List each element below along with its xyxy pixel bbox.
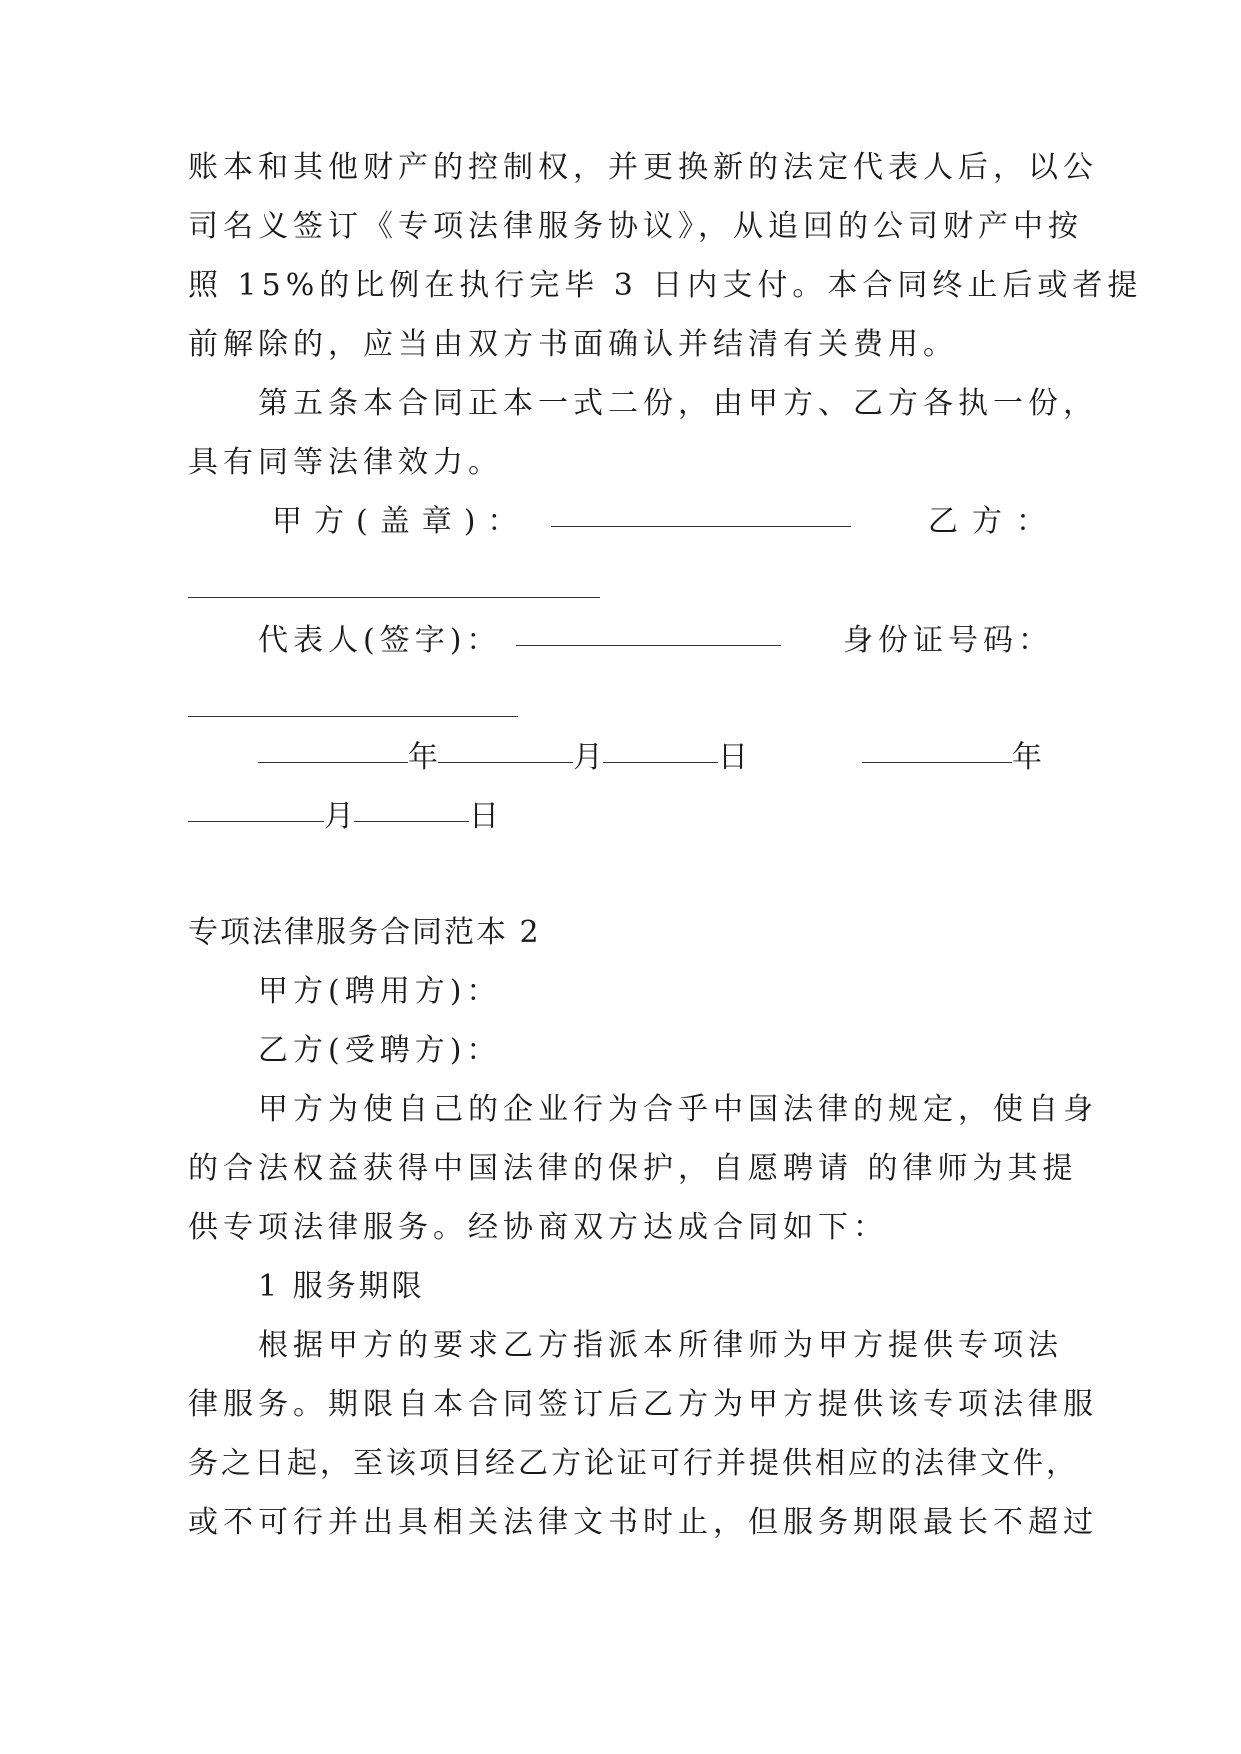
section-1-line: 务之日起，至该项目经乙方论证可行并提供相应的法律文件， — [188, 1446, 1079, 1481]
section-1-title: 1 服务期限 — [258, 1269, 425, 1304]
representative-sign-label: 代表人(签字)： — [258, 621, 781, 661]
day-blank — [603, 762, 718, 763]
id-number-blank — [188, 716, 518, 717]
intro-line: 的合法权益获得中国法律的保护，自愿聘请 的律师为其提 — [188, 1151, 1078, 1186]
article-5-line: 第五条本合同正本一式二份，由甲方、乙方各执一份， — [258, 386, 1098, 421]
date-line-party-b-year: 年 — [862, 738, 1042, 778]
party-a-seal-label: 甲方(盖章)： — [272, 502, 851, 542]
section-1-line: 根据甲方的要求乙方指派本所律师为甲方提供专项法 — [258, 1328, 1063, 1363]
month-blank — [188, 821, 324, 822]
date-line-party-b-month-day: 月 日 — [188, 797, 499, 837]
intro-line: 供专项法律服务。经协商双方达成合同如下： — [188, 1210, 888, 1245]
month-blank — [438, 762, 573, 763]
representative-sign-blank — [516, 645, 781, 646]
party-b-employee-label: 乙方(受聘方)： — [258, 1033, 502, 1068]
party-b-blank — [188, 597, 600, 598]
section-1-line: 或不可行并出具相关法律文书时止，但服务期限最长不超过 — [188, 1505, 1098, 1540]
section-1-line: 律服务。期限自本合同签订后乙方为甲方提供该专项法律服 — [188, 1387, 1098, 1422]
article-5-line: 具有同等法律效力。 — [188, 445, 503, 480]
paragraph-line: 照 15%的比例在执行完毕 3 日内支付。本合同终止后或者提 — [188, 268, 1143, 303]
id-number-label: 身份证号码： — [843, 623, 1053, 658]
party-a-seal-blank — [551, 526, 851, 527]
party-a-employer-label: 甲方(聘用方)： — [258, 974, 502, 1009]
paragraph-line: 账本和其他财产的控制权，并更换新的法定代表人后，以公 — [188, 150, 1098, 185]
contract-2-title: 专项法律服务合同范本 2 — [188, 915, 541, 950]
year-blank — [862, 762, 1012, 763]
paragraph-line: 司名义签订《专项法律服务协议》，从追回的公司财产中按 — [188, 209, 1083, 244]
year-blank — [258, 762, 408, 763]
party-b-label: 乙方： — [928, 504, 1060, 539]
paragraph-line: 前解除的，应当由双方书面确认并结清有关费用。 — [188, 327, 958, 362]
intro-line: 甲方为使自己的企业行为合乎中国法律的规定，使自身 — [258, 1092, 1098, 1127]
date-line-party-a: 年 月 日 — [258, 738, 748, 778]
day-blank — [354, 821, 469, 822]
